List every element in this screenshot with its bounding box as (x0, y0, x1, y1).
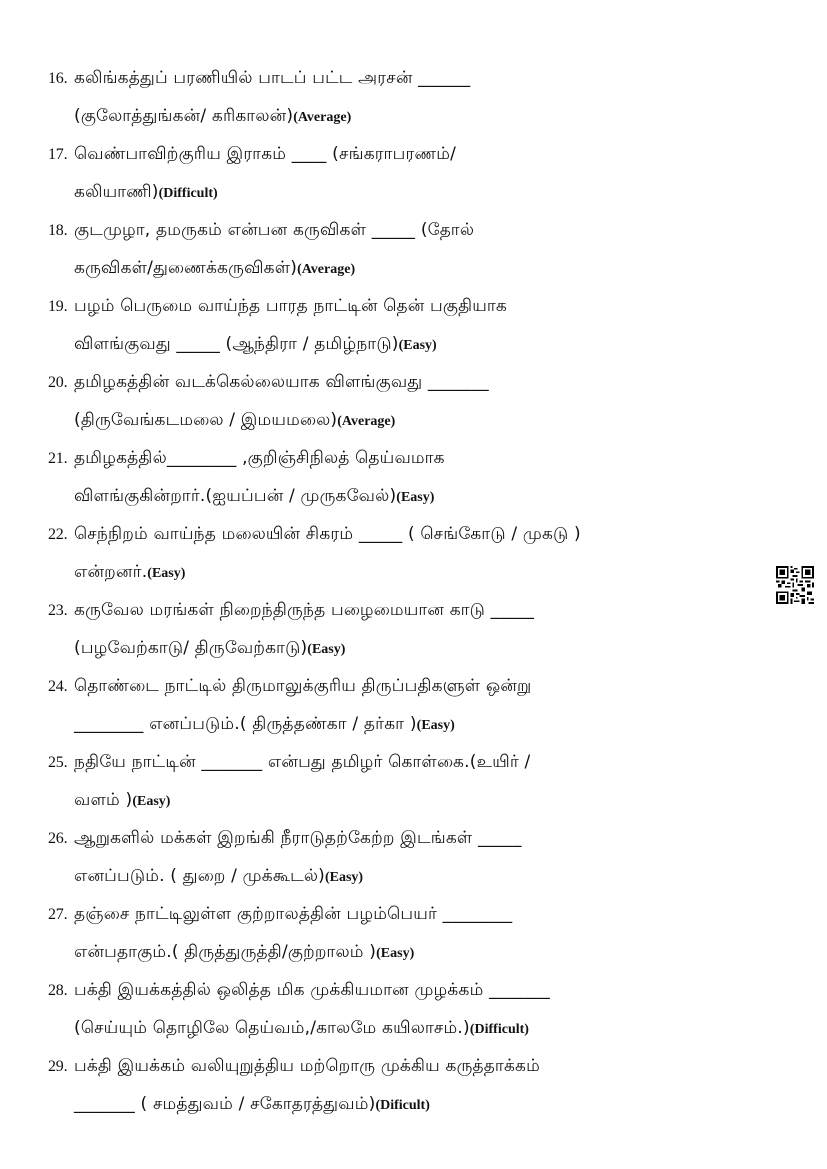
question-options: எனப்படும். ( துறை / முக்கூடல்) (74, 866, 325, 886)
question-text: ஆறுகளில் மக்கள் இறங்கி நீராடுதற்கேற்ற இடங்கள் _____ (74, 828, 522, 848)
question-28 (48, 980, 788, 1056)
question-number: 20. (48, 374, 68, 391)
question-text: தமிழகத்தின் வடக்கெல்லையாக விளங்குவது _______ (74, 372, 489, 392)
question-text: வெண்பாவிற்குரிய இராகம் ____ (சங்கராபரணம்/ (74, 144, 457, 164)
question-options: (பழவேற்காடு/ திருவேற்காடு) (74, 638, 308, 658)
question-text: கருவேல மரங்கள் நிறைந்திருந்த பழைமையான காடு _____ (74, 600, 535, 620)
question-27 (48, 904, 788, 980)
difficulty-label: (Average) (293, 110, 352, 125)
question-text: தஞ்சை நாட்டிலுள்ள குற்றாலத்தின் பழம்பெயர் ________ (74, 904, 513, 924)
question-text: கலிங்கத்துப் பரணியில் பாடப் பட்ட அரசன் ______ (74, 68, 471, 88)
question-number: 23. (48, 602, 68, 619)
question-options: கருவிகள்/துணைக்கருவிகள்) (74, 258, 298, 278)
difficulty-label: (Easy) (307, 642, 346, 657)
question-number: 21. (48, 450, 68, 467)
question-18 (48, 220, 788, 296)
question-16 (48, 68, 788, 144)
question-number: 25. (48, 754, 68, 771)
difficulty-label: (Dificult) (375, 1098, 430, 1113)
question-text: பக்தி இயக்கம் வலியுறுத்திய மற்றொரு முக்கிய கருத்தாக்கம் (74, 1056, 540, 1076)
question-24 (48, 676, 788, 752)
question-options: (திருவேங்கடமலை / இமயமலை) (74, 410, 338, 430)
question-options: கலியாணி) (74, 182, 159, 202)
question-options: ________ எனப்படும்.( திருத்தண்கா / தர்கா ) (74, 714, 417, 734)
question-number: 27. (48, 906, 68, 923)
question-number: 16. (48, 70, 68, 87)
difficulty-label: (Easy) (416, 718, 455, 733)
question-20 (48, 372, 788, 448)
question-number: 29. (48, 1058, 68, 1075)
question-17 (48, 144, 788, 220)
question-number: 28. (48, 982, 68, 999)
question-options: என்பதாகும்.( திருத்துருத்தி/குற்றாலம் ) (74, 942, 377, 962)
question-text: குடமுழா, தமருகம் என்பன கருவிகள் _____ (தோல் (74, 220, 475, 240)
question-23 (48, 600, 788, 676)
question-options: வளம் ) (74, 790, 133, 810)
question-number: 19. (48, 298, 68, 315)
question-text: பக்தி இயக்கத்தில் ஒலித்த மிக முக்கியமான முழக்கம் _______ (74, 980, 550, 1000)
question-text: தொண்டை நாட்டில் திருமாலுக்குரிய திருப்பதிகளுள் ஒன்று (74, 676, 532, 696)
question-options: என்றனர். (74, 562, 148, 582)
difficulty-label: (Easy) (396, 490, 435, 505)
difficulty-label: (Easy) (324, 870, 364, 885)
question-text: நதியே நாட்டின் _______ என்பது தமிழர் கொள்கை.(உயிர் / (74, 752, 531, 772)
question-number: 18. (48, 222, 68, 239)
question-25 (48, 752, 788, 828)
question-number: 24. (48, 678, 68, 695)
question-options: விளங்குவது _____ (ஆந்திரா / தமிழ்நாடு) (74, 334, 399, 354)
question-number: 17. (48, 146, 68, 163)
question-options: (செய்யும் தொழிலே தெய்வம்,/காலமே கயிலாசம்.) (74, 1018, 470, 1038)
difficulty-label: (Average) (337, 414, 396, 429)
difficulty-label: (Difficult) (469, 1022, 529, 1037)
qr-code-icon (776, 566, 814, 604)
question-options: விளங்குகின்றார்.(ஐயப்பன் / முருகவேல்) (74, 486, 397, 506)
difficulty-label: (Easy) (147, 566, 186, 581)
question-22 (48, 524, 788, 600)
question-29 (48, 1056, 788, 1132)
difficulty-label: (Easy) (132, 794, 171, 809)
question-number: 22. (48, 526, 68, 543)
difficulty-label: (Easy) (398, 338, 437, 353)
question-19 (48, 296, 788, 372)
question-options: _______ ( சமத்துவம் / சகோதரத்துவம்) (74, 1094, 376, 1114)
question-26 (48, 828, 788, 904)
question-number: 26. (48, 830, 68, 847)
question-21 (48, 448, 788, 524)
question-text: தமிழகத்தில்________ ,குறிஞ்சிநிலத் தெய்வமாக (74, 448, 445, 468)
difficulty-label: (Easy) (376, 946, 415, 961)
question-options: (குலோத்துங்கன்/ கரிகாலன்) (74, 106, 294, 126)
difficulty-label: (Difficult) (158, 186, 218, 201)
question-text: பழம் பெருமை வாய்ந்த பாரத நாட்டின் தென் பகுதியாக (74, 296, 507, 316)
question-text: செந்நிறம் வாய்ந்த மலையின் சிகரம் _____ ( செங்கோடு / முகடு ) (74, 524, 581, 544)
difficulty-label: (Average) (297, 262, 356, 277)
